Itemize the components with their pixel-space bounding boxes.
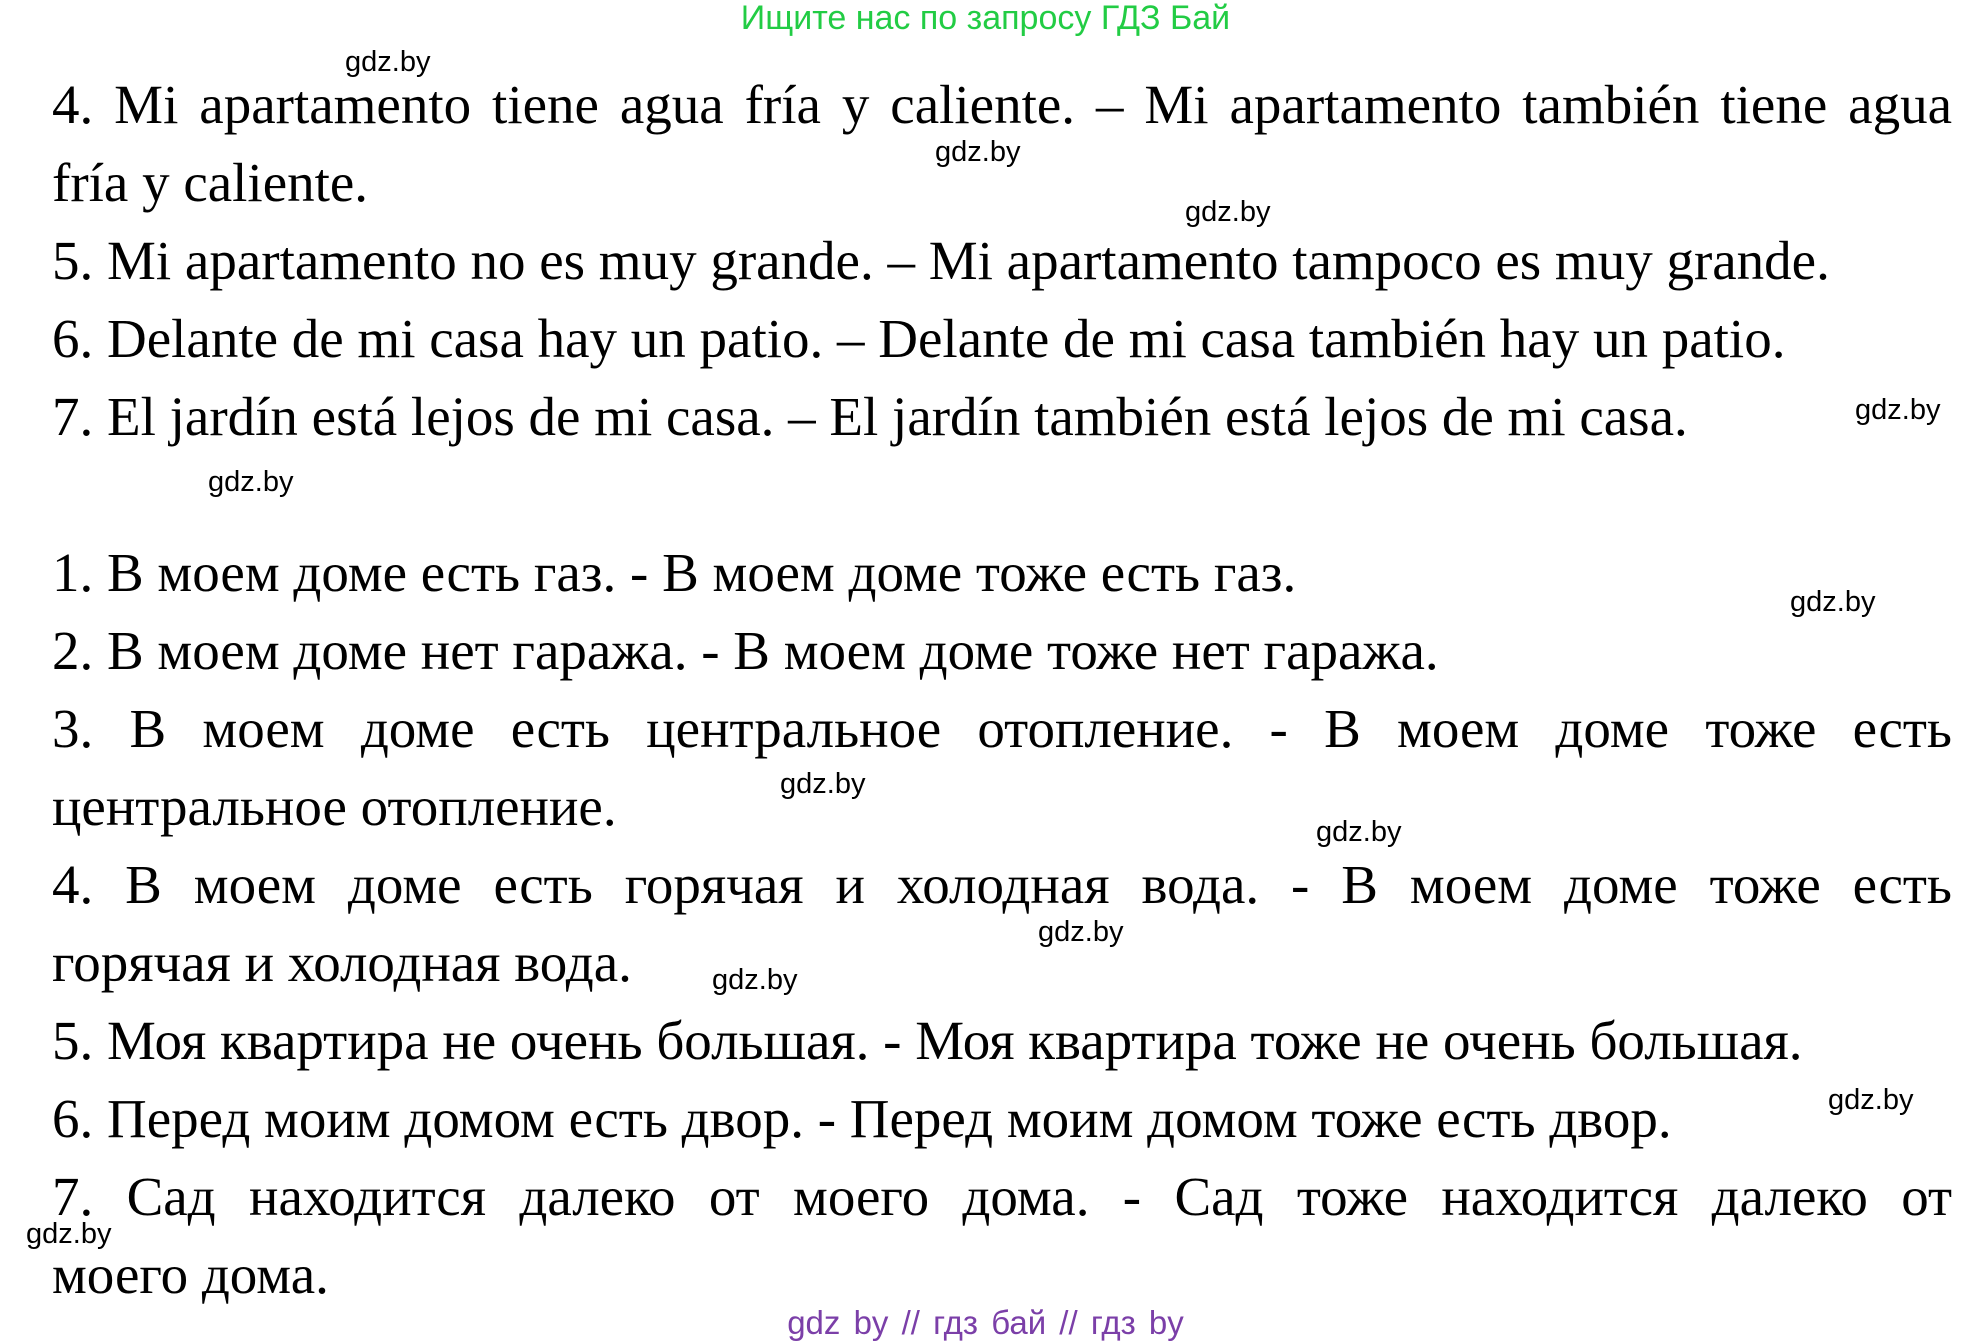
watermark: gdz.by [712,964,798,996]
watermark: gdz.by [208,466,294,498]
watermark: gdz.by [1185,196,1271,228]
spanish-answer-4-line-1: 4. Mi apartamento tiene agua fría y caliente. – Mi apartamento también tiene agua [52,74,1952,135]
russian-translation-7-line-2: моего дома. [52,1244,329,1305]
russian-translation-2: 2. В моем доме нет гаража. - В моем доме тоже нет гаража. [52,620,1439,681]
watermark: gdz.by [1038,916,1124,948]
watermark: gdz.by [1855,394,1941,426]
spanish-answer-5: 5. Mi apartamento no es muy grande. – Mi apartamento tampoco es muy grande. [52,230,1830,291]
russian-translation-4-line-1: 4. В моем доме есть горячая и холодная вода. - В моем доме тоже есть [52,854,1952,915]
russian-translation-1: 1. В моем доме есть газ. - В моем доме тоже есть газ. [52,542,1297,603]
watermark: gdz.by [1316,816,1402,848]
spanish-answer-4-line-2: fría y caliente. [52,152,369,213]
spanish-answer-7: 7. El jardín está lejos de mi casa. – El jardín también está lejos de mi casa. [52,386,1688,447]
watermark: gdz.by [935,136,1021,168]
watermark: gdz.by [26,1218,112,1250]
watermark: gdz.by [1790,586,1876,618]
search-hint-banner: Ищите нас по запросу ГДЗ Бай [740,0,1231,37]
russian-translation-3-line-1: 3. В моем доме есть центральное отопление. - В моем доме тоже есть [52,698,1952,759]
russian-translation-6: 6. Перед моим домом есть двор. - Перед моим домом тоже есть двор. [52,1088,1672,1149]
footer-site-links: gdz by // гдз бай // гдз by [787,1304,1184,1341]
russian-translation-3-line-2: центральное отопление. [52,776,617,837]
russian-translation-4-line-2: горячая и холодная вода. [52,932,632,993]
russian-translation-5: 5. Моя квартира не очень большая. - Моя квартира тоже не очень большая. [52,1010,1803,1071]
watermark: gdz.by [1828,1084,1914,1116]
watermark: gdz.by [345,46,431,78]
watermark: gdz.by [780,768,866,800]
russian-translation-7-line-1: 7. Сад находится далеко от моего дома. - Сад тоже находится далеко от [52,1166,1952,1227]
spanish-answer-6: 6. Delante de mi casa hay un patio. – Delante de mi casa también hay un patio. [52,308,1786,369]
